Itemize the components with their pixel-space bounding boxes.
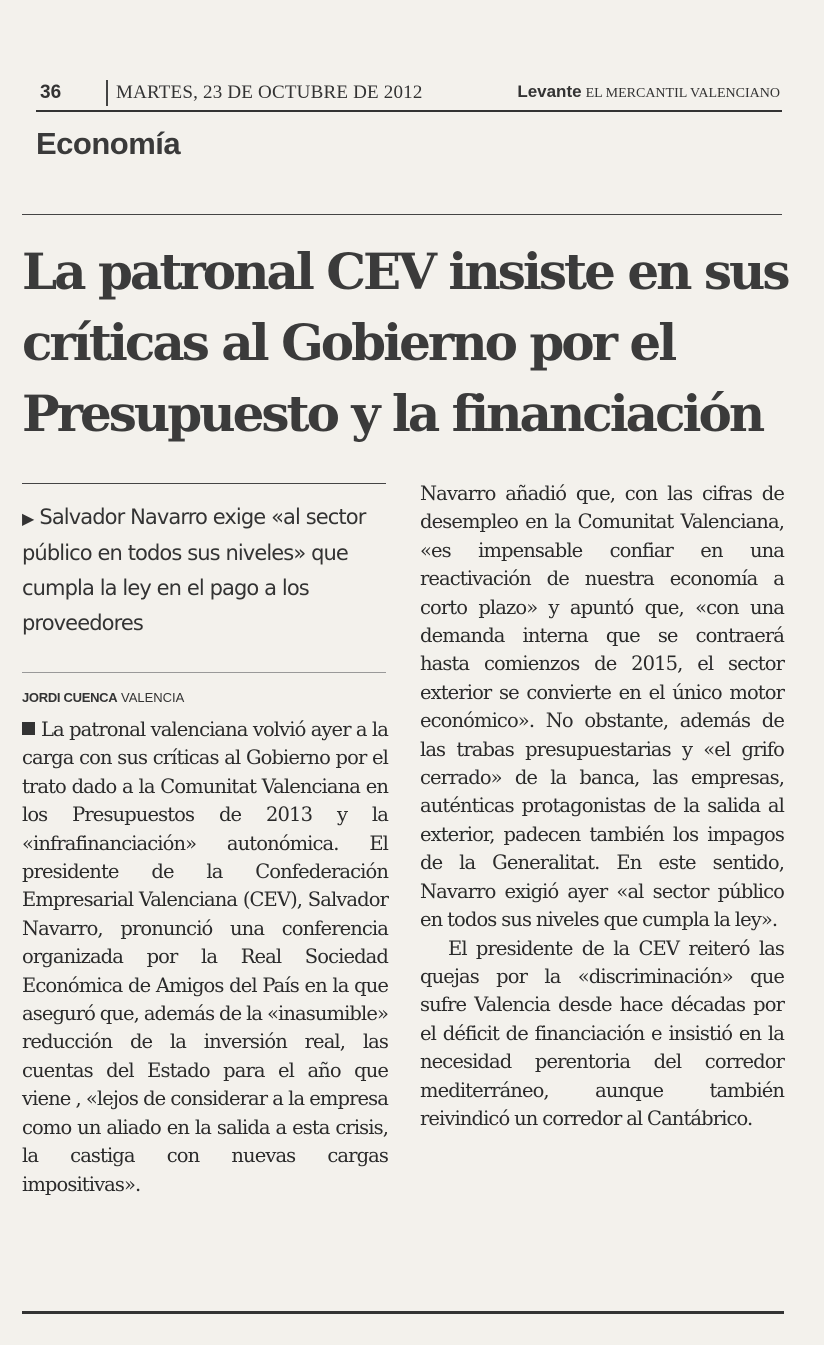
article-paragraph: Navarro añadió que, con las cifras de desempleo en la Comunitat Valenciana, «es impensable confiar en una reactivación de nuestra economía a corto plazo» y apuntó que, «con una demanda interna que se contraerá hasta comienzos de 2015, el sector exterior se convierte en el único motor económico». No obstante, además de las trabas presupuestarias y «el grifo cerrado» de la banca, las empresas, auténticas protagonistas de la salida al exterior, padecen también los impagos de la Generalitat. En este sentido, Navarro exigió ayer «al sector público en todos sus niveles que cumpla la ley». xyxy=(420,482,784,932)
article-paragraph: El presidente de la CEV reiteró las quejas por la «discriminación» que sufre Valencia desde hace décadas por el déficit de financiación e insistió en la necesidad perentoria del corredor mediterráneo, aunque también reivindicó un corredor al Cantábrico. xyxy=(420,936,784,1130)
byline-location: VALENCIA xyxy=(120,690,185,705)
issue-date: MARTES, 23 DE OCTUBRE DE 2012 xyxy=(116,82,423,103)
triangle-bullet-icon: ▶ xyxy=(22,509,34,528)
article-column-1 xyxy=(22,716,388,1199)
section-title: Economía xyxy=(36,126,181,161)
page-number: 36 xyxy=(40,82,62,103)
masthead-subtitle: EL MERCANTIL VALENCIANO xyxy=(585,86,780,101)
paragraph-text: La patronal valenciana volvió ayer a la carga con sus críticas al Gobierno por el trato dado a la Comunitat Valenciana en los Presupuestos de 2013 y la «infrafinanciación» autonómica. El presidente de la Confederación Empresarial Valenciana (CEV), Salvador Navarro, pronunció una conferencia organizada por la Real Sociedad Económica de Amigos del País en la que aseguró que, además de la «inasumible» reducción de la inversión real, las cuentas del Estado para el año que viene , «lejos de considerar a la empresa como un aliado en la salida a esta crisis, la castiga con nuevas cargas impositivas». xyxy=(22,718,388,1196)
page-bottom-rule xyxy=(22,1311,784,1314)
article-paragraph xyxy=(22,716,388,1199)
headline: La patronal CEV insiste en sus críticas al Gobierno por el Presupuesto y la financiación xyxy=(22,242,788,443)
headline-top-rule xyxy=(22,214,782,215)
subhead xyxy=(22,500,388,641)
article-column-2 xyxy=(420,480,784,1133)
page-header xyxy=(36,78,782,112)
byline xyxy=(22,690,184,705)
masthead-brand: Levante xyxy=(517,82,582,101)
byline-author: JORDI CUENCA xyxy=(22,690,118,705)
masthead xyxy=(517,82,780,102)
subhead-text: Salvador Navarro exige «al sector público en todos sus niveles» que cumpla la ley en el pago a los proveedores xyxy=(22,505,366,635)
subhead-top-rule xyxy=(22,483,386,484)
square-bullet-icon xyxy=(22,722,35,735)
header-divider xyxy=(106,80,108,106)
subhead-bottom-rule xyxy=(22,672,386,673)
